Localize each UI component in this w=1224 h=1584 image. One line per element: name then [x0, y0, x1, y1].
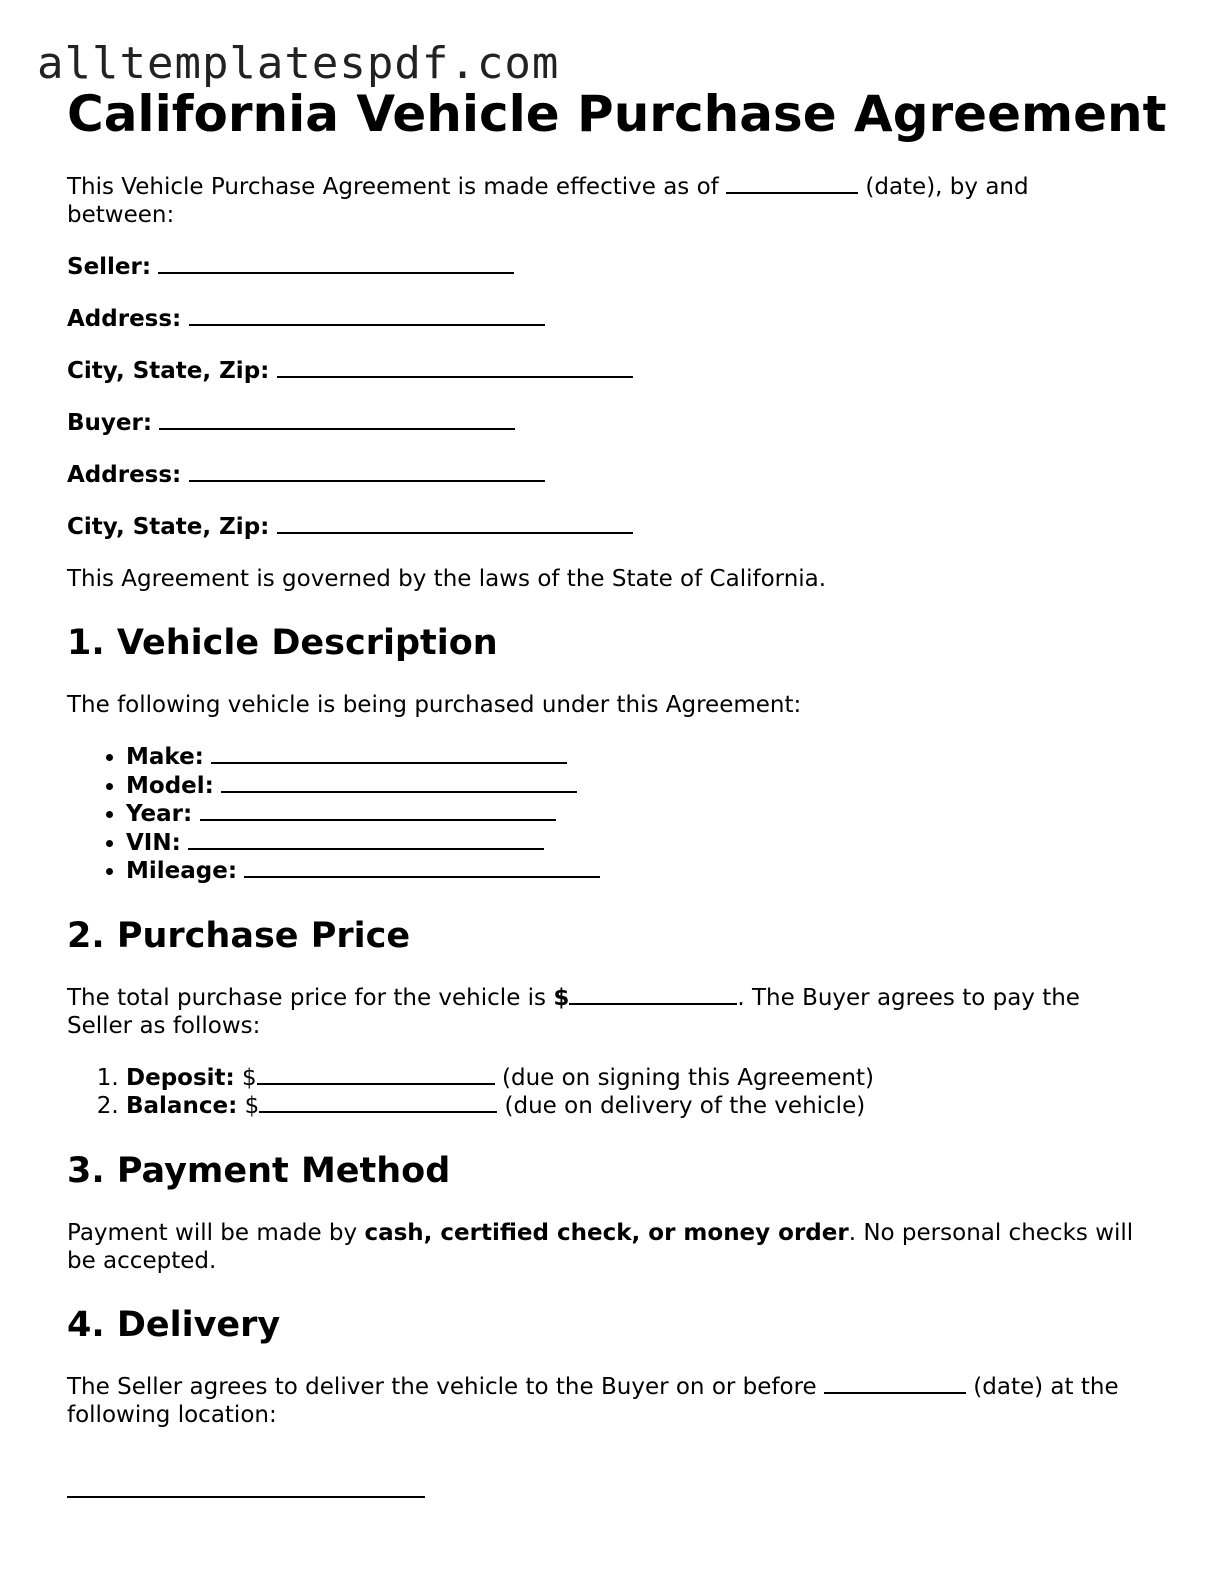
seller-address-field: [67, 305, 1137, 333]
buyer-city-input[interactable]: [277, 514, 633, 534]
deposit-input[interactable]: [257, 1065, 495, 1085]
seller-label: Seller:: [67, 254, 152, 280]
deposit-dollar: $: [234, 1064, 257, 1091]
buyer-label: Buyer:: [67, 410, 153, 436]
list-item: [126, 800, 1137, 829]
delivery-location-input[interactable]: [67, 1478, 425, 1498]
page-title: California Vehicle Purchase Agreement: [67, 85, 1167, 143]
balance-note: (due on delivery of the vehicle): [497, 1093, 866, 1119]
buyer-input[interactable]: [159, 410, 515, 430]
section-4-heading: 4. Delivery: [67, 1304, 281, 1345]
seller-city-field: [67, 357, 1137, 385]
dollar-sign: $: [553, 984, 570, 1011]
document: [67, 84, 1167, 1505]
section-4-text: [67, 1373, 1137, 1429]
vehicle-details-list: [67, 743, 1137, 886]
section-3-heading: 3. Payment Method: [67, 1150, 451, 1191]
deposit-note: (due on signing this Agreement): [494, 1064, 874, 1091]
effective-date-field[interactable]: [726, 174, 858, 194]
mileage-input[interactable]: [244, 858, 600, 878]
buyer-address-field: [67, 461, 1137, 489]
list-item: [126, 772, 1137, 801]
seller-address-label: Address:: [67, 306, 182, 332]
make-input[interactable]: [211, 744, 567, 764]
buyer-address-label: Address:: [67, 462, 182, 488]
list-item: [126, 1092, 1137, 1121]
mileage-label: Mileage:: [126, 858, 238, 884]
list-item: [126, 857, 1137, 886]
delivery-location-field: [67, 1477, 1137, 1505]
seller-input[interactable]: [158, 254, 514, 274]
delivery-date-input[interactable]: [824, 1374, 966, 1394]
make-label: Make:: [126, 744, 204, 770]
buyer-address-input[interactable]: [189, 462, 545, 482]
list-item: [126, 829, 1137, 858]
balance-dollar: $: [237, 1093, 260, 1119]
payment-schedule-list: [67, 1064, 1137, 1121]
year-label: Year:: [126, 801, 193, 827]
seller-field: [67, 253, 1137, 281]
payment-text-after: . No personal checks will be accepted.: [67, 1219, 1134, 1274]
section-2-text: [67, 984, 1137, 1040]
price-text-after: . The Buyer agrees to pay the Seller as follows:: [67, 984, 1080, 1039]
buyer-city-label: City, State, Zip:: [67, 514, 270, 540]
section-1-text: The following vehicle is being purchased under this Agreement:: [67, 692, 802, 718]
list-item: [126, 743, 1137, 772]
model-label: Model:: [126, 772, 214, 799]
payment-methods: cash, certified check, or money order: [364, 1219, 849, 1246]
section-1-heading: 1. Vehicle Description: [67, 623, 498, 663]
delivery-text-after: (date) at the following location:: [67, 1373, 1119, 1428]
deposit-label: Deposit:: [126, 1064, 235, 1091]
balance-input[interactable]: [259, 1093, 497, 1113]
section-2-heading: 2. Purchase Price: [67, 915, 411, 956]
price-text-before: The total purchase price for the vehicle is: [67, 984, 554, 1011]
intro-paragraph: [67, 173, 1137, 229]
buyer-field: [67, 409, 1137, 437]
buyer-city-field: [67, 513, 1137, 541]
seller-address-input[interactable]: [189, 306, 545, 326]
watermark: alltemplatespdf.com: [37, 38, 560, 89]
intro-text-after: (date), by and between:: [67, 174, 1029, 228]
seller-city-input[interactable]: [277, 358, 633, 378]
payment-text-before: Payment will be made by: [67, 1219, 365, 1246]
purchase-price-input[interactable]: [569, 985, 737, 1005]
year-input[interactable]: [200, 801, 556, 821]
vin-input[interactable]: [188, 830, 544, 850]
list-item: [126, 1064, 1137, 1093]
governing-law: This Agreement is governed by the laws of the State of California.: [67, 566, 827, 592]
seller-city-label: City, State, Zip:: [67, 358, 270, 384]
model-input[interactable]: [221, 773, 577, 793]
section-3-text: [67, 1219, 1137, 1275]
delivery-text-before: The Seller agrees to deliver the vehicle to the Buyer on or before: [67, 1373, 824, 1400]
intro-text-before: This Vehicle Purchase Agreement is made effective as of: [67, 174, 727, 200]
vin-label: VIN:: [126, 829, 181, 856]
balance-label: Balance:: [126, 1093, 238, 1119]
